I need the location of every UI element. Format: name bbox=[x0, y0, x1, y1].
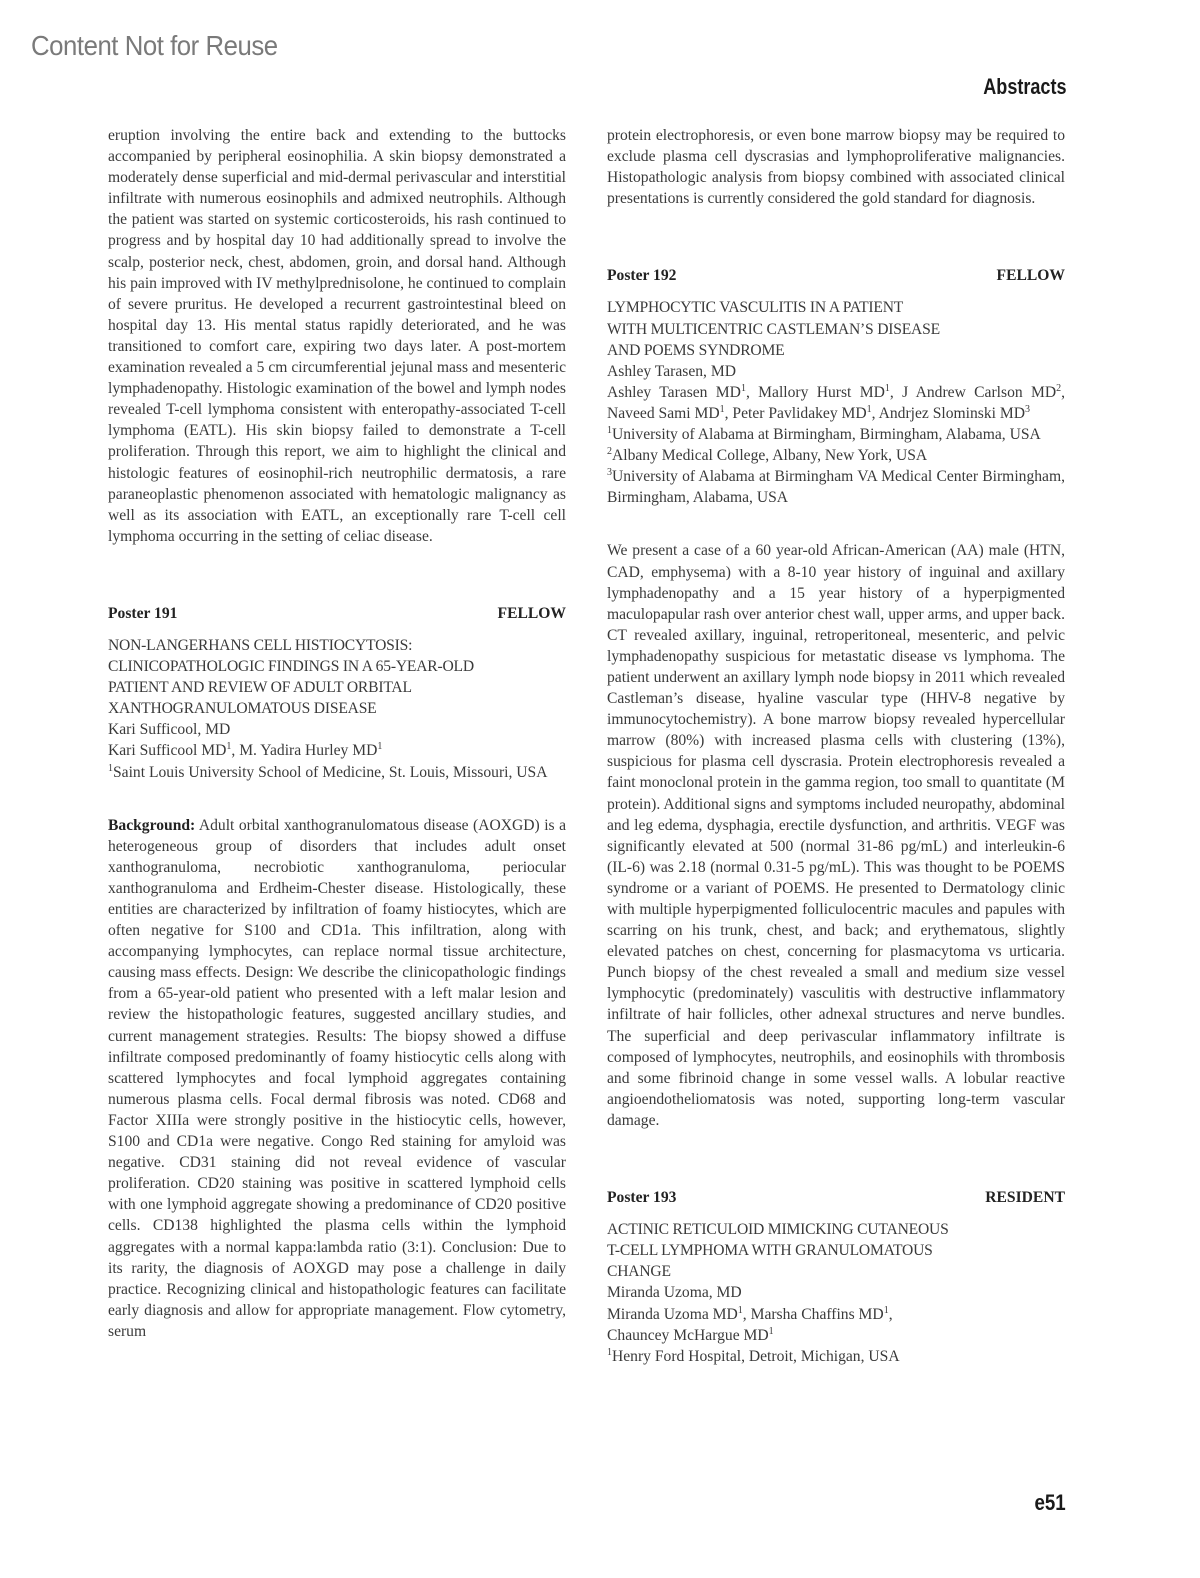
author-name: J Andrew Carlson MD bbox=[902, 383, 1057, 401]
title-line: CHANGE bbox=[607, 1263, 671, 1281]
affiliation-text: University of Alabama at Birmingham, Birmingham, Alabama, USA bbox=[612, 426, 1041, 444]
poster-category: RESIDENT bbox=[985, 1189, 1065, 1207]
title-line: XANTHOGRANULOMATOUS DISEASE bbox=[108, 700, 377, 718]
affiliation-marker: 2 bbox=[607, 445, 612, 457]
affiliation-text: Saint Louis University School of Medicine, St. Louis, Missouri, USA bbox=[113, 763, 548, 781]
affiliation bbox=[607, 424, 1065, 445]
author-separator: , bbox=[889, 383, 903, 401]
author-affiliation-marker: 1 bbox=[883, 1304, 889, 1316]
right-column bbox=[607, 125, 1065, 1367]
page-number: e51 bbox=[1034, 1490, 1066, 1515]
title-line: LYMPHOCYTIC VASCULITIS IN A PATIENT bbox=[607, 299, 904, 317]
affiliation-marker: 1 bbox=[607, 424, 612, 436]
title-line: WITH MULTICENTRIC CASTLEMAN’S DISEASE bbox=[607, 320, 940, 338]
author-separator: , bbox=[724, 404, 733, 422]
poster-192 bbox=[607, 265, 1065, 1131]
affiliation bbox=[607, 445, 1065, 466]
author-line bbox=[607, 1304, 1065, 1325]
affiliation bbox=[108, 762, 566, 783]
poster-category: FELLOW bbox=[996, 267, 1065, 285]
author-separator: , bbox=[745, 383, 759, 401]
poster-title bbox=[607, 297, 1065, 360]
author-name: Kari Sufficool MD bbox=[108, 742, 227, 760]
author-affiliation-marker: 1 bbox=[377, 741, 383, 753]
affiliation bbox=[607, 466, 1065, 508]
author-separator: , bbox=[231, 742, 240, 760]
title-line: CLINICOPATHOLOGIC FINDINGS IN A 65-YEAR-OLD bbox=[108, 658, 474, 676]
author-list bbox=[607, 1304, 1065, 1346]
author-list bbox=[108, 740, 566, 761]
poster-number: Poster 191 bbox=[108, 604, 178, 622]
poster-191 bbox=[108, 603, 566, 1342]
author-name: Ashley Tarasen MD bbox=[607, 383, 741, 401]
affiliation-text: Albany Medical College, Albany, New York, USA bbox=[612, 447, 928, 465]
poster-header bbox=[108, 603, 566, 624]
author-name: M. Yadira Hurley MD bbox=[239, 742, 378, 760]
poster-title bbox=[607, 1219, 1065, 1282]
affiliation-marker: 1 bbox=[108, 762, 113, 774]
affiliation bbox=[607, 1346, 1065, 1367]
author-affiliation-marker: 3 bbox=[1025, 403, 1031, 415]
author-separator: , bbox=[1061, 383, 1066, 401]
author-name: Naveed Sami MD bbox=[607, 404, 720, 422]
affiliation-marker: 1 bbox=[607, 1346, 612, 1358]
abstract-body: Adult orbital xanthogranulomatous disease (AOXGD) is a heterogeneous group of disorders that includes adult onset xanthogranuloma, necrobiotic xanthogranuloma, periocular xanthogranuloma and Erdheim-Chester disease. Histologically, these entities are characterized by infiltration of foamy histiocytes, which are often negative for S100 and CD1a. This infiltration, along with accompanying lymphocytes, can replace normal tissue architecture, causing mass effects. Design: We describe the clinicopathologic findings from a 65-year-old patient who presented with a left malar lesion and review the histopathologic features, suggested ancillary studies, and current management strategies. Results: The biopsy showed a diffuse infiltrate composed predominantly of foamy histiocytic cells along with scattered lymphocytes and focal lymphoid aggregates containing numerous plasma cells. Focal dermal fibrosis was noted. CD68 and Factor XIIIa were strongly positive in the histiocytic cells, however, S100 and CD1a were negative. Congo Red staining for amyloid was negative. CD31 staining did not reveal evidence of vascular proliferation. CD20 staining was positive in scattered lymphoid cells with one lymphoid aggregate showing a predominance of CD20 positive cells. CD138 highlighted the plasma cells within the lymphoid aggregates with a normal kappa:lambda ratio (3:1). Conclusion: Due to its rarity, the diagnosis of AOXGD may pose a challenge in daily practice. Recognizing clinical and histopathologic features can facilitate early diagnosis and allow for appropriate management. Flow cytometry, serum bbox=[108, 816, 566, 1340]
author-affiliation-marker: 1 bbox=[740, 382, 746, 394]
poster-header bbox=[607, 1187, 1065, 1208]
title-line: AND POEMS SYNDROME bbox=[607, 341, 785, 359]
author-affiliation-marker: 1 bbox=[866, 403, 872, 415]
author-list bbox=[607, 382, 1065, 424]
poster-header bbox=[607, 265, 1065, 286]
running-head: Abstracts bbox=[982, 74, 1066, 99]
author-name: Marsha Chaffins MD bbox=[750, 1305, 884, 1323]
poster-number: Poster 193 bbox=[607, 1189, 677, 1207]
continued-abstract-text: protein electrophoresis, or even bone marrow biopsy may be required to exclude plasma cell dyscrasias and lymphoproliferative malignancies. Histopathologic analysis from biopsy combined with associated clinical presentations is currently considered the gold standard for diagnosis. bbox=[607, 127, 1065, 208]
author-affiliation-marker: 1 bbox=[737, 1304, 743, 1316]
poster-193 bbox=[607, 1187, 1065, 1367]
presenter: Kari Sufficool, MD bbox=[108, 721, 231, 739]
author-affiliation-marker: 1 bbox=[719, 403, 725, 415]
author-separator: , bbox=[888, 1305, 893, 1323]
author-name: Chauncey McHargue MD bbox=[607, 1326, 769, 1344]
author-affiliation-marker: 1 bbox=[226, 741, 232, 753]
poster-abstract: We present a case of a 60 year-old African-American (AA) male (HTN, CAD, emphysema) with a 8-10 year history of inguinal and axillary lymphadenopathy and a 15 year history of a hyperpigmented maculopapular rash over anterior chest wall, upper arms, and upper back. CT revealed axillary, inguinal, retroperitoneal, mesenteric, and pelvic lymphadenopathy suspicious for metastatic disease vs lymphoma. The patient underwent an axillary lymph node biopsy in 2011 which revealed Castleman’s disease, hyaline vascular type (HHV-8 negative by immunocytochemistry). A bone marrow biopsy revealed hypercellular marrow (80%) with increased plasma cells with clustering (13%), suspicious for plasma cell dyscrasia. Protein electrophoresis revealed a faint monoclonal protein in the gamma region, too small to quantitate (M protein). Additional signs and symptoms included neuropathy, abdominal and leg edema, dysphagia, erectile dysfunction, and arthritis. VEGF was significantly elevated at 500 (normal 31-86 pg/mL) and interleukin-6 (IL-6) was 2.18 (normal 0.31-5 pg/mL). This was thought to be POEMS syndrome or a variant of POEMS. He presented to Dermatology clinic with multiple hyperpigmented folliculocentric macules and papules with scarring on his trunk, chest, and back; and erythematous, slightly elevated patches on chest, concerning for plasmacytoma vs urticaria. Punch biopsy of the chest revealed a small and medium size vessel lymphocytic (predominately) vasculitis with destructive inflammatory infiltrate of hair follicles, other adnexal structures and nerve bundles. The superficial and deep perivascular inflammatory infiltrate is composed of lymphocytes, neutrophils, and eosinophils with thrombosis and some fibrinoid change in some vessel walls. A lobular reactive angioendotheliomatosis was noted, supporting long-term vascular damage. bbox=[607, 542, 1065, 1129]
title-line: PATIENT AND REVIEW OF ADULT ORBITAL bbox=[108, 679, 412, 697]
watermark: Content Not for Reuse bbox=[31, 30, 278, 61]
author-name: Miranda Uzoma MD bbox=[607, 1305, 738, 1323]
author-line bbox=[607, 1325, 1065, 1346]
presenter: Miranda Uzoma, MD bbox=[607, 1284, 742, 1302]
continued-abstract-text: eruption involving the entire back and extending to the buttocks accompanied by peripheral eosinophilia. A skin biopsy demonstrated a moderately dense superficial and mid-dermal perivascular and interstitial infiltrate with numerous eosinophils and admixed neutrophils. Although the patient was started on systemic corticosteroids, his rash continued to progress and by hospital day 10 had additionally spread to involve the scalp, posterior neck, chest, abdomen, groin, and dorsal hand. Although his pain improved with IV methylprednisolone, he continued to complain of severe pruritus. He developed a recurrent gastrointestinal bleed on hospital day 13. His mental status rapidly deteriorated, and he was transitioned to comfort care, expiring two days later. A post-mortem examination revealed a 5 cm circumferential jejunal mass and mesenteric lymphadenopathy. Histologic examination of the bowel and lymph nodes revealed T-cell lymphoma consistent with enteropathy-associated T-cell lymphoma (EATL). His skin biopsy failed to demonstrate a T-cell proliferation. Through this report, we aim to highlight the clinical and histologic features of eosinophil-rich neutrophilic dermatosis, a rare paraneoplastic phenomenon associated with hematologic malignancy as well as its association with EATL, an exceptionally rare T-cell cell lymphoma occurring in the setting of celiac disease. bbox=[108, 127, 566, 545]
left-column bbox=[108, 125, 566, 1342]
title-line: NON-LANGERHANS CELL HISTIOCYTOSIS: bbox=[108, 636, 413, 654]
author-affiliation-marker: 1 bbox=[884, 382, 890, 394]
author-name: Andrjez Slominski MD bbox=[878, 404, 1026, 422]
author-separator: , bbox=[871, 404, 879, 422]
poster-number: Poster 192 bbox=[607, 267, 677, 285]
title-line: T-CELL LYMPHOMA WITH GRANULOMATOUS bbox=[607, 1242, 933, 1260]
affiliation-marker: 3 bbox=[607, 467, 612, 479]
presenter: Ashley Tarasen, MD bbox=[607, 362, 736, 380]
author-name: Mallory Hurst MD bbox=[758, 383, 885, 401]
poster-category: FELLOW bbox=[497, 604, 566, 622]
abstract-section-label: Background: bbox=[108, 816, 196, 834]
author-affiliation-marker: 1 bbox=[768, 1325, 774, 1337]
poster-abstract bbox=[108, 815, 566, 1342]
poster-title bbox=[108, 635, 566, 719]
title-line: ACTINIC RETICULOID MIMICKING CUTANEOUS bbox=[607, 1221, 949, 1239]
author-affiliation-marker: 2 bbox=[1056, 382, 1062, 394]
affiliation-text: Henry Ford Hospital, Detroit, Michigan, USA bbox=[612, 1347, 900, 1365]
affiliation-text: University of Alabama at Birmingham VA Medical Center Birmingham, Birmingham, Alabama, USA bbox=[607, 468, 1065, 507]
author-name: Peter Pavlidakey MD bbox=[732, 404, 867, 422]
author-separator: , bbox=[742, 1305, 751, 1323]
